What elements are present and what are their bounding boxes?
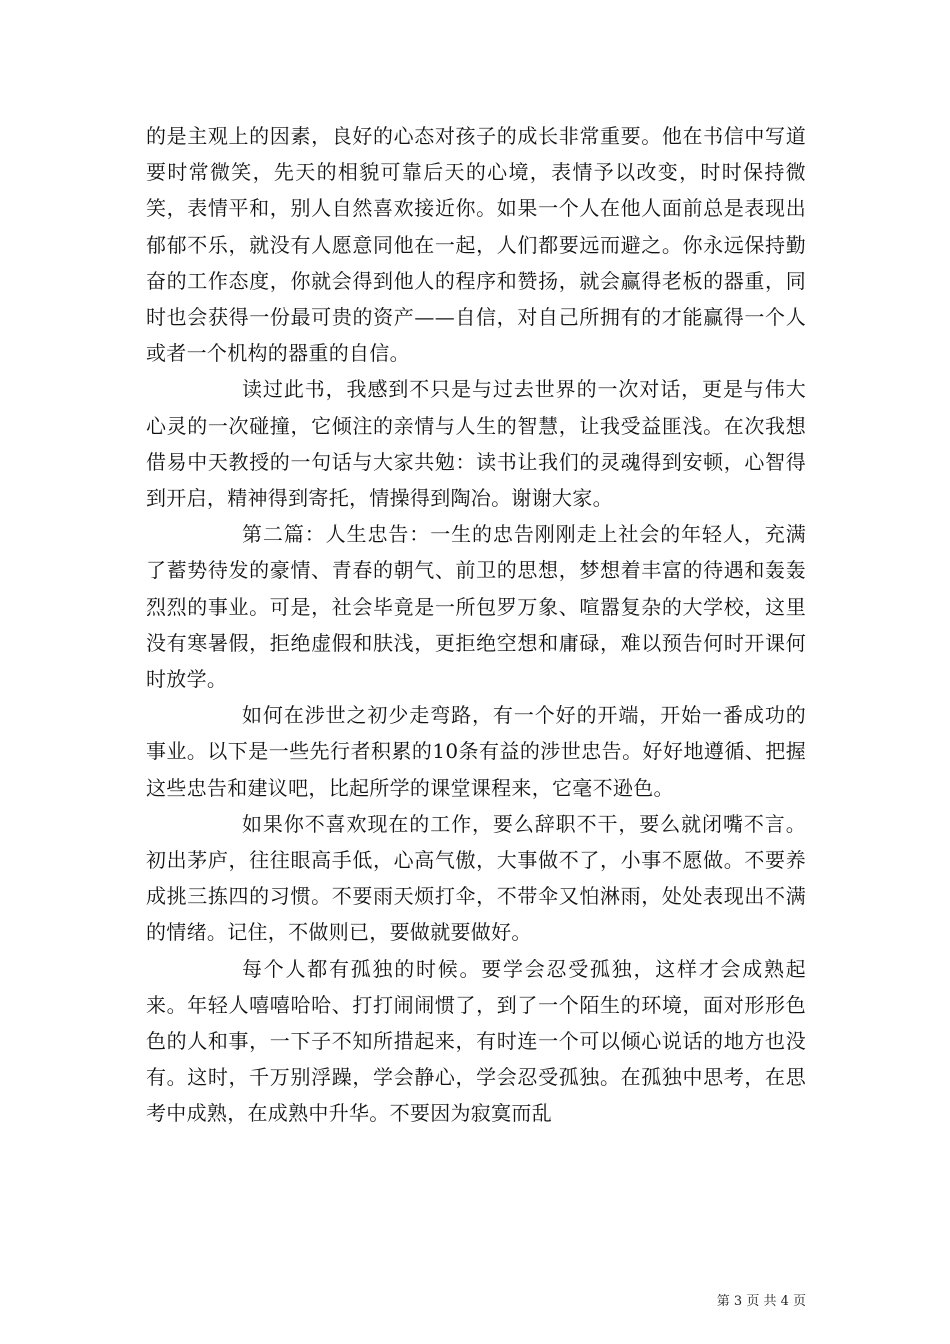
paragraph-6: 每个人都有孤独的时候。要学会忍受孤独，这样才会成熟起来。年轻人嘻嘻哈哈、打打闹闹惯了，到了一个陌生的环境，面对形形色色的人和事，一下子不知所措起来，有时连一个可以倾心说话的地方也没有。这时，千万别浮躁，学会静心，学会忍受孤独。在孤独中思考，在思考中成熟，在成熟中升华。不要因为寂寞而乱 [146,956,806,1126]
page-number: 第 3 页 共 4 页 [716,1294,806,1309]
paragraph-3: 第二篇：人生忠告：一生的忠告刚刚走上社会的年轻人，充满了蓄势待发的豪情、青春的朝气、前卫的思想，梦想着丰富的待遇和轰轰烈烈的事业。可是，社会毕竟是一所包罗万象、喧嚣复杂的大学校，这里没有寒暑假，拒绝虚假和肤浅，更拒绝空想和庸碌，难以预告何时开课何时放学。 [146,522,806,692]
paragraph-1: 的是主观上的因素，良好的心态对孩子的成长非常重要。他在书信中写道要时常微笑，先天的相貌可靠后天的心境，表情予以改变，时时保持微笑，表情平和，别人自然喜欢接近你。如果一个人在他人面前总是表现出郁郁不乐，就没有人愿意同他在一起，人们都要远而避之。你永远保持勤奋的工作态度，你就会得到他人的程序和赞扬，就会赢得老板的器重，同时也会获得一份最可贵的资产——自信，对自己所拥有的才能赢得一个人或者一个机构的器重的自信。 [146,124,806,366]
paragraph-2: 读过此书，我感到不只是与过去世界的一次对话，更是与伟大心灵的一次碰撞，它倾注的亲情与人生的智慧，让我受益匪浅。在次我想借易中天教授的一句话与大家共勉：读书让我们的灵魂得到安顿，心智得到开启，精神得到寄托，情操得到陶冶。谢谢大家。 [146,377,806,511]
paragraph-5: 如果你不喜欢现在的工作，要么辞职不干，要么就闭嘴不言。初出茅庐，往往眼高手低，心高气傲，大事做不了，小事不愿做。不要养成挑三拣四的习惯。不要雨天烦打伞，不带伞又怕淋雨，处处表现出不满的情绪。记住，不做则已，要做就要做好。 [146,811,806,945]
paragraph-4: 如何在涉世之初少走弯路，有一个好的开端，开始一番成功的事业。以下是一些先行者积累的10条有益的涉世忠告。好好地遵循、把握这些忠告和建议吧，比起所学的课堂课程来，它毫不逊色。 [146,703,806,800]
document-body [146,118,806,1132]
